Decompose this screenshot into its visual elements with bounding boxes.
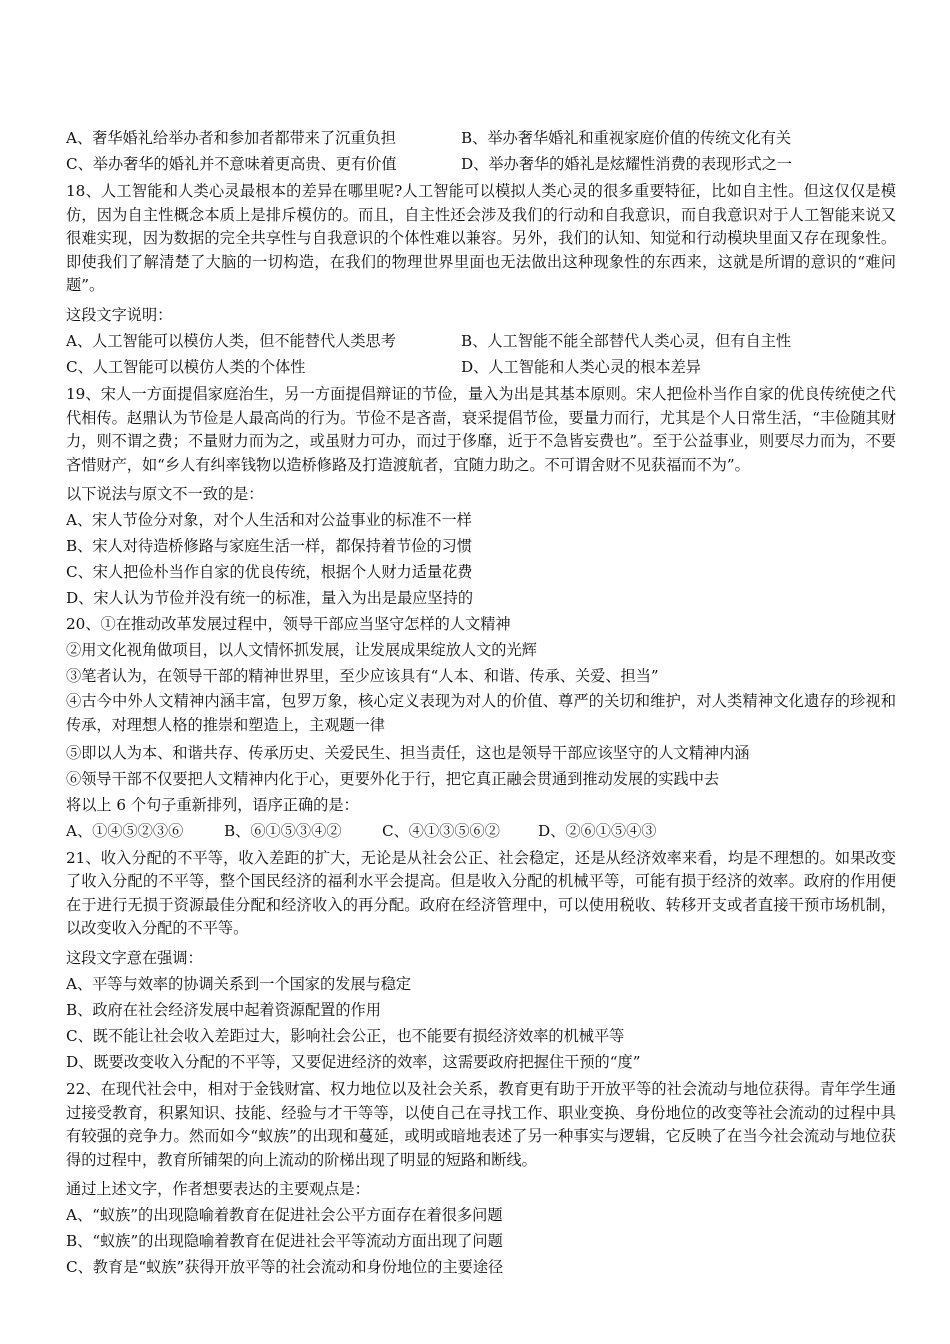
q18-option-b: B、人工智能不能全部替代人类心灵，但有自主性 — [461, 331, 792, 350]
q20-sentence-6: ⑥领导干部不仅要把人文精神内化于心，更要外化于行，把它真正融会贯通到推动发展的实践中去 — [66, 769, 720, 788]
q20-question: 将以上 6 个句子重新排列，语序正确的是： — [66, 795, 359, 814]
q20-option-a: A、①④⑤②③⑥ — [66, 821, 184, 840]
q19-passage-block — [66, 383, 896, 477]
q20-sentence-2: ②用文化视角做项目，以人文情怀抓发展，让发展成果绽放人文的光辉 — [66, 641, 537, 660]
q21-option-c: C、既不能让社会收入差距过大，影响社会公正，也不能要有损经济效率的机械平等 — [66, 1026, 625, 1045]
q18-question: 这段文字说明： — [66, 305, 173, 324]
q17-options-row-2 — [66, 151, 896, 177]
q21-option-d: D、既要改变收入分配的不平等，又要促进经济的效率，这需要政府把握住干预的“度” — [66, 1052, 641, 1071]
q20-option-c: C、④①③⑤⑥② — [382, 821, 500, 840]
q20-options-row — [66, 818, 896, 844]
q18-passage: 18、人工智能和人类心灵最根本的差异在哪里呢?人工智能可以模拟人类心灵的很多重要特征，比如自主性。但这仅仅是模仿，因为自主性概念本质上是排斥模仿的。而且，自主性还会涉及我们的行动和自我意识，而自我意识对于人工智能来说又很难实现，因为数据的完全共享性与自我意识的个体性难以兼容。另外，我们的认知、知觉和行动模块里面又存在现象性。即使我们了解清楚了大脑的一切构造，在我们的物理世界里面也无法做出这种现象性的东西来，这就是所谓的意识的“难问题”。 — [66, 182, 896, 295]
q22-option-a: A、“蚁族”的出现隐喻着教育在促进社会公平方面存在着很多问题 — [66, 1206, 503, 1225]
q17-options-row-1 — [66, 125, 896, 151]
q22-option-b: B、“蚁族”的出现隐喻着教育在促进社会平等流动方面出现了问题 — [66, 1232, 503, 1251]
q19-option-c: C、宋人把俭朴当作自家的优良传统，根据个人财力适量花费 — [66, 563, 473, 582]
q17-option-b: B、举办奢华婚礼和重视家庭价值的传统文化有关 — [461, 129, 792, 147]
q18-option-c: C、人工智能可以模仿人类的个体性 — [66, 357, 306, 376]
q17-option-a: A、奢华婚礼给举办者和参加者都带来了沉重负担 — [66, 129, 396, 147]
q20-sentence-3: ③笔者认为，在领导干部的精神世界里，至少应该具有“人本、和谐、传承、关爱、担当” — [66, 667, 659, 686]
q21-passage-block — [66, 847, 896, 941]
q18-option-d: D、人工智能和人类心灵的根本差异 — [461, 357, 701, 376]
q21-question: 这段文字意在强调： — [66, 948, 203, 967]
q21-passage: 21、收入分配的不平等，收入差距的扩大，无论是从社会公正、社会稳定，还是从经济效率来看，均是不理想的。如果改变了收入分配的不平等，整个国民经济的福利水平会提高。但是收入分配的机械平等，可能有损于经济的效率。政府的作用便在于进行无损于资源最佳分配和经济收入的再分配。政府在经济管理中，可以使用税收、转移开支或者直接干预市场机制，以改变收入分配的不平等。 — [66, 848, 896, 938]
q19-option-b: B、宋人对待造桥修路与家庭生活一样，都保持着节俭的习惯 — [66, 537, 473, 556]
q19-option-a: A、宋人节俭分对象，对个人生活和对公益事业的标准不一样 — [66, 511, 472, 530]
q20-sentence-4: ④古今中外人文精神内涵丰富，包罗万象，核心定义表现为对人的价值、尊严的关切和维护，对人类精神文化遗存的珍视和传承，对理想人格的推崇和塑造上，主观题一律 — [66, 692, 896, 734]
q19-question: 以下说法与原文不一致的是： — [66, 485, 264, 504]
exam-page — [66, 125, 896, 1280]
q22-option-c: C、教育是“蚁族”获得开放平等的社会流动和身份地位的主要途径 — [66, 1258, 504, 1277]
q18-options-row-2 — [66, 354, 896, 380]
q19-passage: 19、宋人一方面提倡家庭治生，另一方面提倡辩证的节俭，量入为出是其基本原则。宋人把俭朴当作自家的优良传统使之代代相传。赵鼎认为节俭是人最高尚的行为。节俭不是吝啬，衰采提倡节俭，要量力而行，尤其是个人日常生活，“丰俭随其财力，则不谓之费；不量财力而为之，或虽财力可办，而过于侈靡，近于不急皆妄费也”。至于公益事业，则要尽力而为，不要吝惜财产，如“乡人有纠率钱物以造桥修路及打造渡航者，宜随力助之。不可谓舍财不见获福而不为”。 — [66, 384, 896, 474]
q20-sentence-1: 20、①在推动改革发展过程中，领导干部应当坚守怎样的人文精神 — [66, 615, 511, 634]
q20-option-d: D、②⑥①⑤④③ — [538, 821, 657, 840]
q17-option-d: D、举办奢华的婚礼是炫耀性消费的表现形式之一 — [461, 155, 793, 173]
q20-option-b: B、⑥①⑤③④② — [224, 821, 342, 840]
q17-option-c: C、举办奢华的婚礼并不意味着更高贵、更有价值 — [66, 155, 397, 173]
q22-passage: 22、在现代社会中，相对于金钱财富、权力地位以及社会关系，教育更有助于开放平等的社会流动与地位获得。青年学生通过接受教育，积累知识、技能、经验与才干等等，以使自己在寻找工作、职业变换、身份地位的改变等社会流动的过程中具有较强的竞争力。然而如今“蚁族”的出现和蔓延，或明或暗地表述了另一种事实与逻辑，它反映了在当今社会流动与地位获得的过程中，教育所铺架的向上流动的阶梯出现了明显的短路和断线。 — [66, 1079, 896, 1169]
q18-option-a: A、人工智能可以模仿人类，但不能替代人类思考 — [66, 331, 396, 350]
q18-options-row-1 — [66, 328, 896, 354]
q22-question: 通过上述文字，作者想要表达的主要观点是： — [66, 1180, 370, 1199]
q22-passage-block — [66, 1078, 896, 1172]
q21-option-b: B、政府在社会经济发展中起着资源配置的作用 — [66, 1000, 381, 1019]
q20-sentence-5: ⑤即以人为本、和谐共存、传承历史、关爱民生、担当责任，这也是领导干部应该坚守的人文精神内涵 — [66, 743, 750, 762]
q19-option-d: D、宋人认为节俭并没有统一的标准，量入为出是最应坚持的 — [66, 589, 474, 608]
q20-sentence-4-block — [66, 690, 896, 737]
q21-option-a: A、平等与效率的协调关系到一个国家的发展与稳定 — [66, 974, 412, 993]
q18-passage-block — [66, 180, 896, 298]
